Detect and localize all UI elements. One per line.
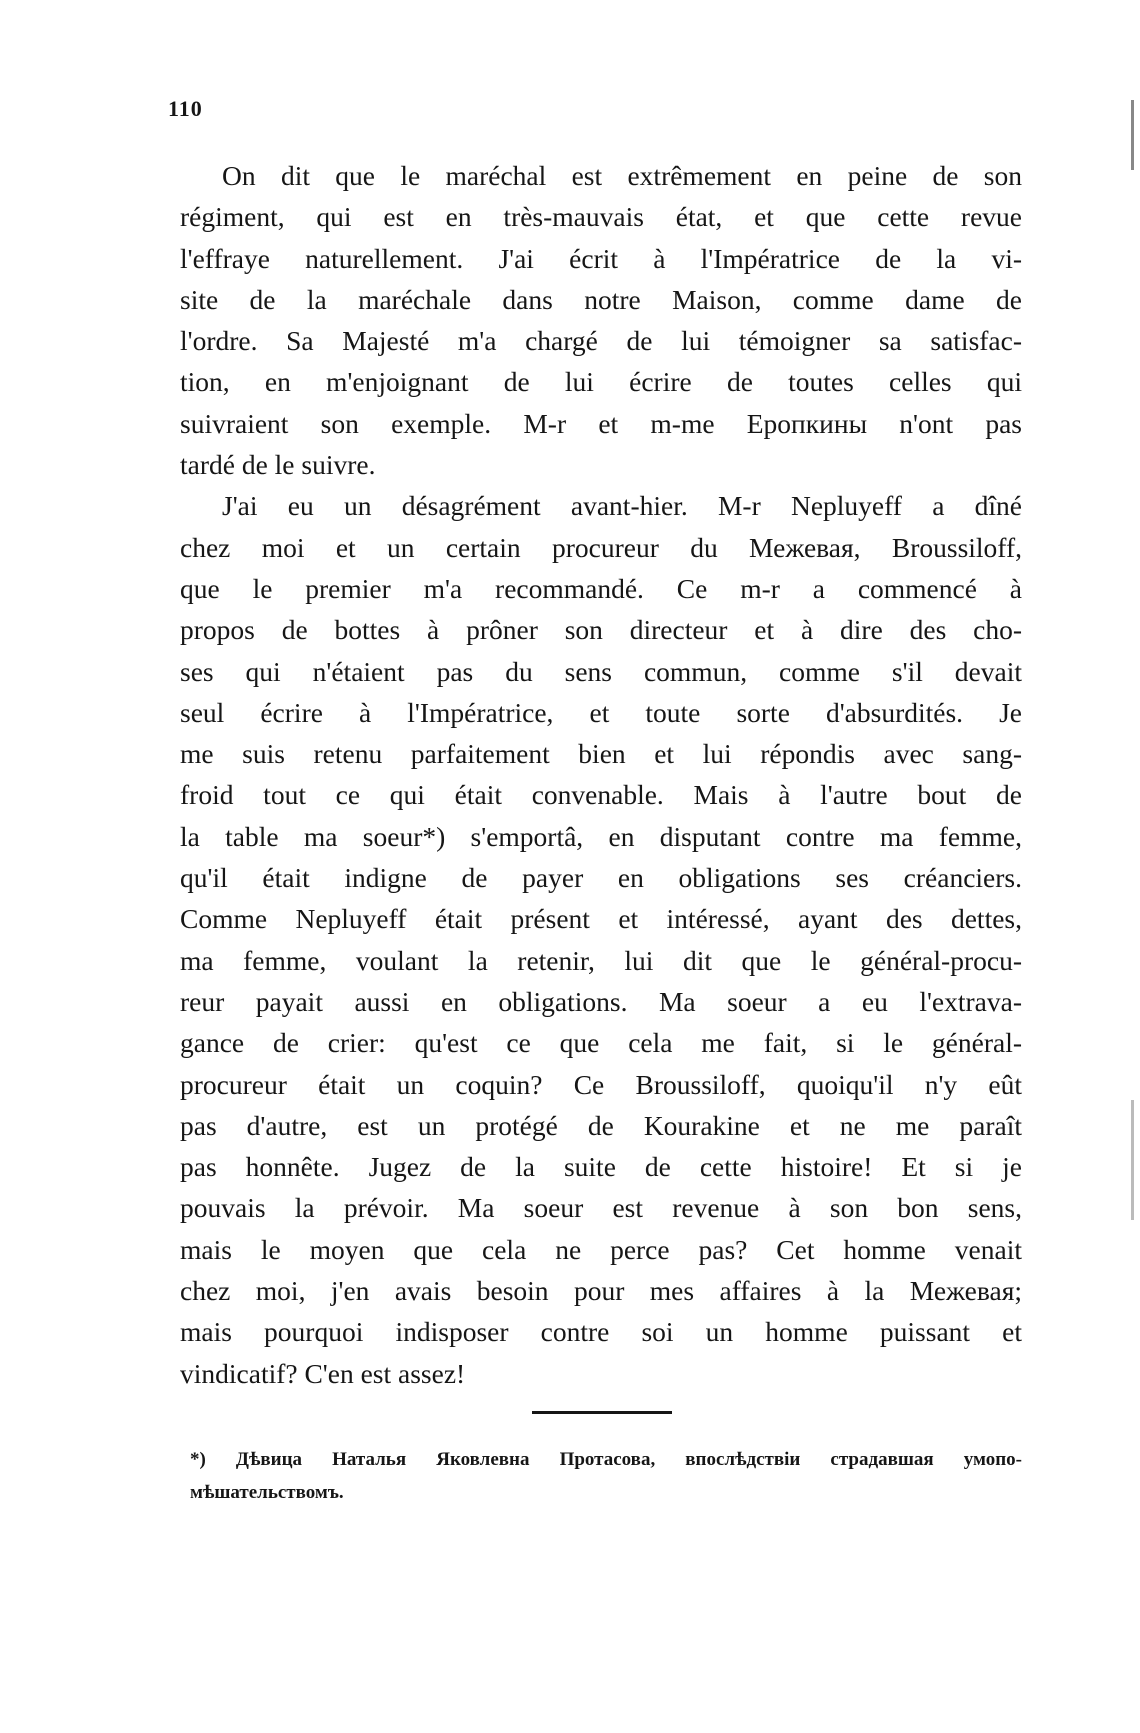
page-number: 110: [168, 96, 203, 121]
text-line: tardé de le suivre.: [180, 449, 376, 481]
text-line: qu'il était indigne de payer en obligations ses créanciers.: [180, 862, 1022, 894]
text-line: procureur était un coquin? Ce Broussiloff, quoiqu'il n'y eût: [180, 1068, 1022, 1100]
text-line: tion, en m'enjoignant de lui écrire de toutes celles qui: [180, 366, 1022, 398]
text-line: vindicatif? C'en est assez!: [180, 1357, 466, 1389]
footnote-separator-rule: [532, 1411, 672, 1414]
text-line: pas d'autre, est un protégé de Kourakine et ne me paraît: [180, 1109, 1022, 1141]
text-line: régiment, qui est en très-mauvais état, et que cette revue: [180, 201, 1022, 233]
text-line: ma femme, voulant la retenir, lui dit que le général-procu-: [180, 944, 1022, 976]
text-line: gance de crier: qu'est ce que cela me fait, si le général-: [180, 1027, 1022, 1059]
text-line: suivraient son exemple. M-r et m-me Еропкины n'ont pas: [180, 407, 1022, 439]
text-line: reur payait aussi en obligations. Ma soeur a eu l'extrava-: [180, 985, 1022, 1017]
text-line: On dit que le maréchal est extrêmement en peine de son: [222, 160, 1022, 191]
footnote-line: *) Дѣвица Наталья Яковлевна Протасова, впослѣдствіи страдавшая умопо-: [190, 1449, 1022, 1470]
text-line: la table ma soeur*) s'emportâ, en disputant contre ma femme,: [180, 820, 1022, 852]
page-edge-mark: [1131, 100, 1134, 170]
text-line: l'effraye naturellement. J'ai écrit à l'Impératrice de la vi-: [180, 242, 1022, 274]
text-line: que le premier m'a recommandé. Ce m-r a commencé à: [180, 572, 1022, 604]
text-line: l'ordre. Sa Majesté m'a chargé de lui témoigner sa satisfac-: [180, 325, 1022, 357]
body-text: [180, 155, 1022, 1394]
footnote: [190, 1443, 1022, 1509]
text-line: Comme Nepluyeff était présent et intéressé, ayant des dettes,: [180, 903, 1022, 935]
text-line: me suis retenu parfaitement bien et lui répondis avec sang-: [180, 738, 1022, 770]
text-line: pas honnête. Jugez de la suite de cette histoire! Et si je: [180, 1151, 1022, 1183]
text-line: ses qui n'étaient pas du sens commun, comme s'il devait: [180, 655, 1022, 687]
text-line: pouvais la prévoir. Ma soeur est revenue à son bon sens,: [180, 1192, 1022, 1224]
footnote-line: мѣшательствомъ.: [190, 1482, 344, 1503]
text-line: propos de bottes à prôner son directeur et à dire des cho-: [180, 614, 1022, 646]
text-line: chez moi et un certain procureur du Межевая, Broussiloff,: [180, 531, 1022, 563]
text-line: froid tout ce qui était convenable. Mais à l'autre bout de: [180, 779, 1022, 811]
text-line: site de la maréchale dans notre Maison, comme dame de: [180, 283, 1022, 315]
text-line: mais pourquoi indisposer contre soi un homme puissant et: [180, 1316, 1022, 1348]
page-edge-mark: [1131, 1100, 1134, 1220]
text-line: mais le moyen que cela ne perce pas? Cet homme venait: [180, 1233, 1022, 1265]
text-line: J'ai eu un désagrément avant-hier. M-r Nepluyeff a dîné: [222, 490, 1022, 522]
text-line: seul écrire à l'Impératrice, et toute sorte d'absurdités. Je: [180, 696, 1022, 728]
text-line: chez moi, j'en avais besoin pour mes affaires à la Межевая;: [180, 1275, 1022, 1307]
